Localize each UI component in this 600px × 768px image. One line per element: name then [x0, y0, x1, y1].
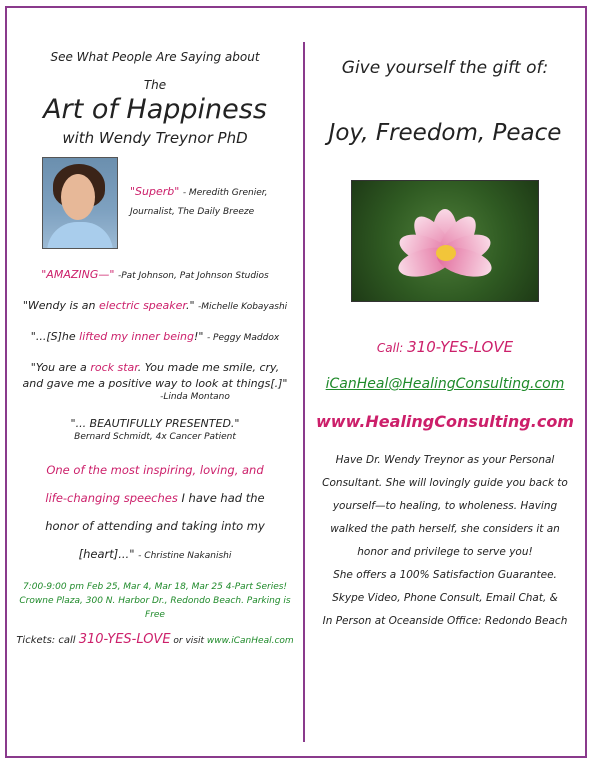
quote-beautiful-author: Bernard Schmidt, 4x Cancer Patient: [74, 432, 236, 442]
intro-text: See What People Are Saying about: [50, 50, 260, 64]
tickets-line: Tickets: call 310-YES-LOVE or visit www.iCanHeal.com: [16, 632, 294, 647]
email-link[interactable]: iCanHeal@HealingConsulting.com: [325, 376, 565, 392]
consulting-description: Have Dr. Wendy Treynor as your Personal Consultant. She will lovingly guide you back to yourself—to healing, to wholeness. Having walked the path herself, she considers it an honor and privilege to serve you! She offers a 100% Satisfaction Guarantee. Skype Video, Phone Consult, Email Chat, & In Person at Oceanside Office: Redondo Beach: [322, 454, 568, 627]
joy-heading: Joy, Freedom, Peace: [328, 120, 562, 146]
quote-rock-star-author: -Linda Montano: [160, 392, 230, 402]
event-details: 7:00-9:00 pm Feb 25, Mar 4, Mar 18, Mar 25 4-Part Series! Crowne Plaza, 300 N. Harbor Dr., Redondo Beach. Parking is Free: [19, 582, 291, 620]
website-link[interactable]: www.HealingConsulting.com: [316, 412, 574, 431]
left-column: [10, 44, 300, 647]
gift-heading: Give yourself the gift of:: [341, 58, 549, 78]
quote-lifted: "...[S]he lifted my inner being!" - Peggy Maddox: [30, 330, 280, 343]
testimonial-header: [10, 157, 300, 253]
quote-rock-star: "You are a rock star. You made me smile, cry, and gave me a positive way to look at things[.]": [22, 361, 288, 390]
presenter-photo: [42, 157, 118, 249]
quote-beautiful: "... BEAUTIFULLY PRESENTED.": [70, 417, 240, 430]
right-column: [310, 44, 580, 633]
quote-electric: "Wendy is an electric speaker." -Michelle Kobayashi: [22, 299, 288, 312]
quote-amazing: "AMAZING—" -Pat Johnson, Pat Johnson Studios: [41, 268, 269, 281]
subtitle-presenter: with Wendy Treynor PhD: [62, 129, 248, 147]
call-line: Call: 310-YES-LOVE: [376, 338, 514, 356]
lotus-flower-image: [351, 180, 539, 302]
column-divider: [303, 42, 305, 742]
quote-superb: "Superb" - Meredith Grenier, Journalist, The Daily Breeze: [130, 185, 268, 217]
title-the: The: [143, 78, 167, 92]
page-title: Art of Happiness: [43, 94, 267, 125]
quote-inspiring: One of the most inspiring, loving, and life-changing speeches I have had the honor of attending and taking into my [heart]..." - Christine Nakanishi: [45, 463, 265, 561]
